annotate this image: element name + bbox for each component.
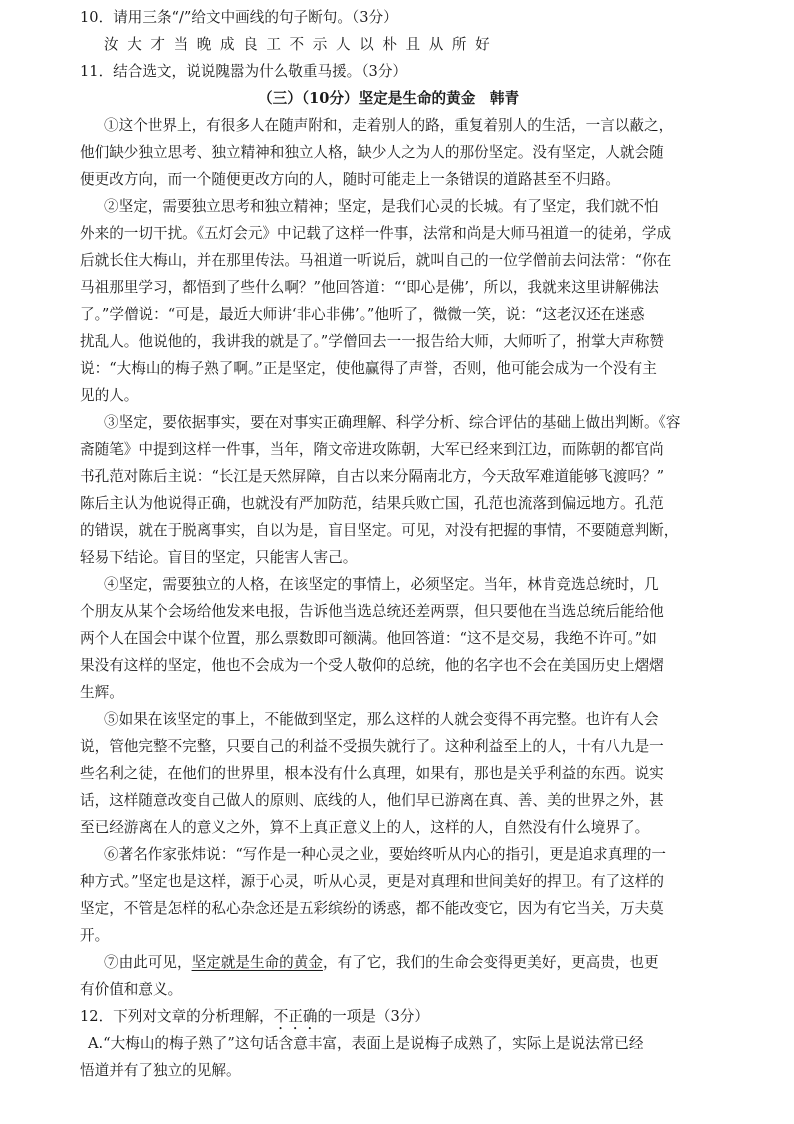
para3-line1: ③坚定，要依据事实，要在对事实正确理解、科学分析、综合评估的基础上做出判断。《容 <box>104 414 681 431</box>
para2-line8: 见的人。 <box>80 387 139 404</box>
q12-suffix: 的一项是（3分） <box>317 1008 429 1025</box>
para2-line2: 外来的一切干扰。《五灯会元》中记载了这样一件事，法常和尚是大师马祖道一的徒弟，学成 <box>80 225 672 242</box>
para3-line2: 斋随笔》中提到这样一件事，当年，隋文帝进攻陈朝，大军已经来到江边，而陈朝的都官尚 <box>80 441 664 458</box>
question-10-sentence: 汝大才当晚成良工不示人以朴且从所好 <box>104 36 499 53</box>
para5-line4: 话，这样随意改变自己做人的原则、底线的人，他们早已游离在真、善、美的世界之外，甚 <box>80 792 664 809</box>
para4-line2: 个朋友从某个会场给他发来电报，告诉他当选总统还差两票，但只要他在当选总统后能给他 <box>80 603 664 620</box>
para4-line3: 两个人在国会中谋个位置，那么票数即可额满。他回答道：“这不是交易，我绝不许可。”如 <box>80 630 657 647</box>
para7-line2: 有价值和意义。 <box>80 981 183 998</box>
para6-line1: ⑥著名作家张炜说：“写作是一种心灵之业，要始终听从内心的指引，更是追求真理的一 <box>104 846 667 863</box>
para2-line4: 马祖那里学习，都悟到了些什么啊？”他回答道：“‘即心是佛’，所以，我就来这里讲解佛法 <box>80 279 659 296</box>
para7-suffix: ，有了它，我们的生命会变得更美好，更高贵，也更 <box>322 954 659 971</box>
para2-line7: 说：“大梅山的梅子熟了啊。”正是坚定，使他赢得了声誉，否则，他可能会成为一个没有主 <box>80 360 657 377</box>
para7-line1 <box>104 953 659 973</box>
q12-emphasis: 不正确 <box>273 1008 318 1025</box>
section-3-title: （三）（10分）坚定是生命的黄金 韩青 <box>258 90 520 107</box>
para3-line4: 陈后主认为他说得正确，也就没有严加防范，结果兵败亡国，孔范也流落到偏远地方。孔范 <box>80 495 664 512</box>
para6-line2: 种方式。”坚定也是这样，源于心灵，听从心灵，更是对真理和世间美好的捍卫。有了这样的 <box>80 873 664 890</box>
para4-line4: 果没有这样的坚定，他也不会成为一个受人敬仰的总统，他的名字也不会在美国历史上熠熠 <box>80 657 664 674</box>
q12-option-a-line2: 悟道并有了独立的见解。 <box>80 1062 241 1079</box>
q12-prefix: 12．下列对文章的分析理解， <box>80 1008 274 1025</box>
para4-line5: 生辉。 <box>80 684 124 701</box>
para5-line3: 些名利之徒，在他们的世界里，根本没有什么真理，如果有，那也是关乎利益的东西。说实 <box>80 765 664 782</box>
para2-line5: 了。”学僧说：“可是，最近大师讲‘非心非佛’。”他听了，微微一笑，说：“这老汉还在迷惑 <box>80 306 645 323</box>
para3-line6: 轻易下结论。盲目的坚定，只能害人害己。 <box>80 549 358 566</box>
para1-line3: 便更改方向，而一个随便更改方向的人，随时可能走上一条错误的道路甚至不归路。 <box>80 171 620 188</box>
question-11-prompt: 11．结合选文，说说隗嚣为什么敬重马援。（3分） <box>80 63 408 80</box>
question-10-prompt: 10．请用三条“/”给文中画线的句子断句。（3分） <box>80 9 398 26</box>
para2-line3: 后就长住大梅山，并在那里传法。马祖道一听说后，就叫自己的一位学僧前去问法常：“你在 <box>80 252 672 269</box>
q12-option-a-line1: A.“大梅山的梅子熟了”这句话含意丰富，表面上是说梅子成熟了，实际上是说法常已经 <box>88 1035 644 1052</box>
para3-line3: 书孔范对陈后主说：“长江是天然屏障，自古以来分隔南北方，今天敌军难道能够飞渡吗？” <box>80 468 665 485</box>
para1-line2: 他们缺少独立思考、独立精神和独立人格，缺少人之为人的那份坚定。没有坚定，人就会随 <box>80 144 664 161</box>
para5-line1: ⑤如果在该坚定的事上，不能做到坚定，那么这样的人就会变得不再完整。也许有人会 <box>104 711 659 728</box>
para5-line5: 至已经游离在人的意义之外，算不上真正意义上的人，这样的人，自然没有什么境界了。 <box>80 819 650 836</box>
para6-line4: 开。 <box>80 927 110 944</box>
para4-line1: ④坚定，需要独立的人格，在该坚定的事情上，必须坚定。当年，林肯竞选总统时，几 <box>104 576 659 593</box>
para1-line1: ①这个世界上，有很多人在随声附和，走着别人的路，重复着别人的生活，一言以蔽之， <box>104 117 674 134</box>
para6-line3: 坚定，不管是怎样的私心杂念还是五彩缤纷的诱惑，都不能改变它，因为有它当关，万夫莫 <box>80 900 664 917</box>
question-12-prompt <box>80 1007 429 1033</box>
para7-prefix: ⑦由此可见， <box>104 954 192 971</box>
para5-line2: 说，管他完整不完整，只要自己的利益不受损失就行了。这种利益至上的人，十有八九是一 <box>80 738 664 755</box>
para3-line5: 的错误，就在于脱离事实，自以为是，盲目坚定。可见，对没有把握的事情，不要随意判断， <box>80 522 679 539</box>
para7-underlined-sentence: 坚定就是生命的黄金 <box>191 954 323 971</box>
para2-line6: 扰乱人。他说他的，我讲我的就是了。”学僧回去一一报告给大师，大师听了，拊掌大声称赞 <box>80 333 664 350</box>
para2-line1: ②坚定，需要独立思考和独立精神；坚定，是我们心灵的长城。有了坚定，我们就不怕 <box>104 198 659 215</box>
